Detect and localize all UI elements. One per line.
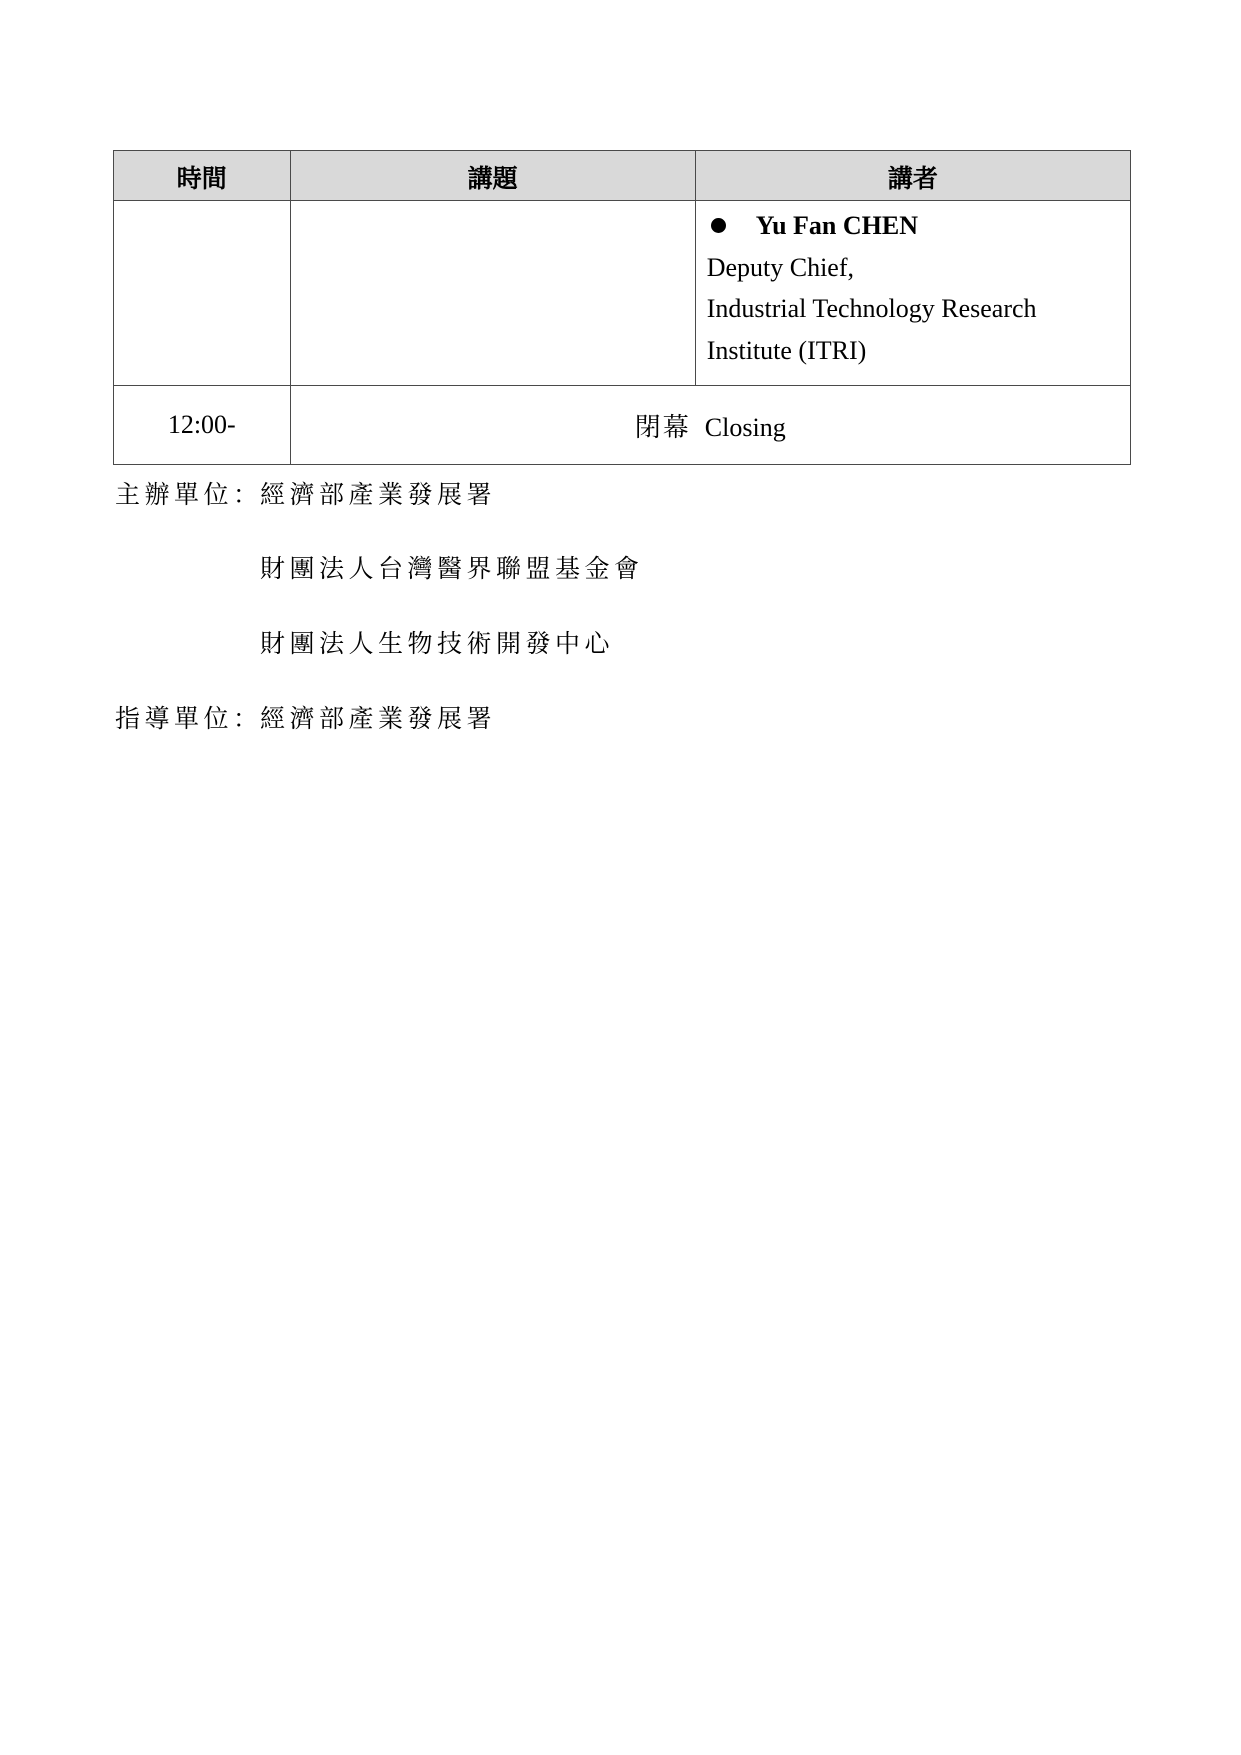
speaker-name: Yu Fan CHEN (755, 211, 919, 240)
advisor-line (115, 699, 496, 735)
closing-label-cell (290, 386, 1130, 465)
speaker-org-line2: Institute (ITRI) (706, 335, 867, 365)
topic-cell (290, 201, 695, 386)
speaker-org-line1: Industrial Technology Research (706, 294, 1037, 323)
host-org-1: 經濟部產業發展署 (260, 480, 497, 509)
host-line-1 (115, 475, 496, 511)
closing-time-cell: 12:00- (114, 386, 291, 465)
agenda-table (113, 150, 1131, 465)
host-label: 主辦單位： (115, 480, 263, 509)
time-cell (114, 201, 291, 386)
speaker-title: Deputy Chief, (706, 252, 855, 282)
table-row (114, 201, 1131, 386)
speaker-cell (695, 201, 1130, 386)
bullet-icon (711, 218, 726, 233)
closing-label-zh: 閉幕 (634, 412, 691, 442)
advisor-label: 指導單位： (115, 704, 263, 733)
table-row-closing (114, 386, 1131, 465)
closing-label-en: Closing (704, 412, 786, 442)
host-line-2 (115, 549, 644, 585)
speaker-name-line (707, 205, 1120, 247)
table-header-row (114, 151, 1131, 201)
host-line-3 (115, 624, 614, 660)
header-topic: 講題 (290, 151, 695, 201)
header-speaker: 講者 (695, 151, 1130, 201)
host-org-2: 財團法人台灣醫界聯盟基金會 (260, 554, 644, 583)
host-org-3: 財團法人生物技術開發中心 (260, 629, 615, 658)
header-time: 時間 (114, 151, 291, 201)
advisor-org-1: 經濟部產業發展署 (260, 704, 497, 733)
